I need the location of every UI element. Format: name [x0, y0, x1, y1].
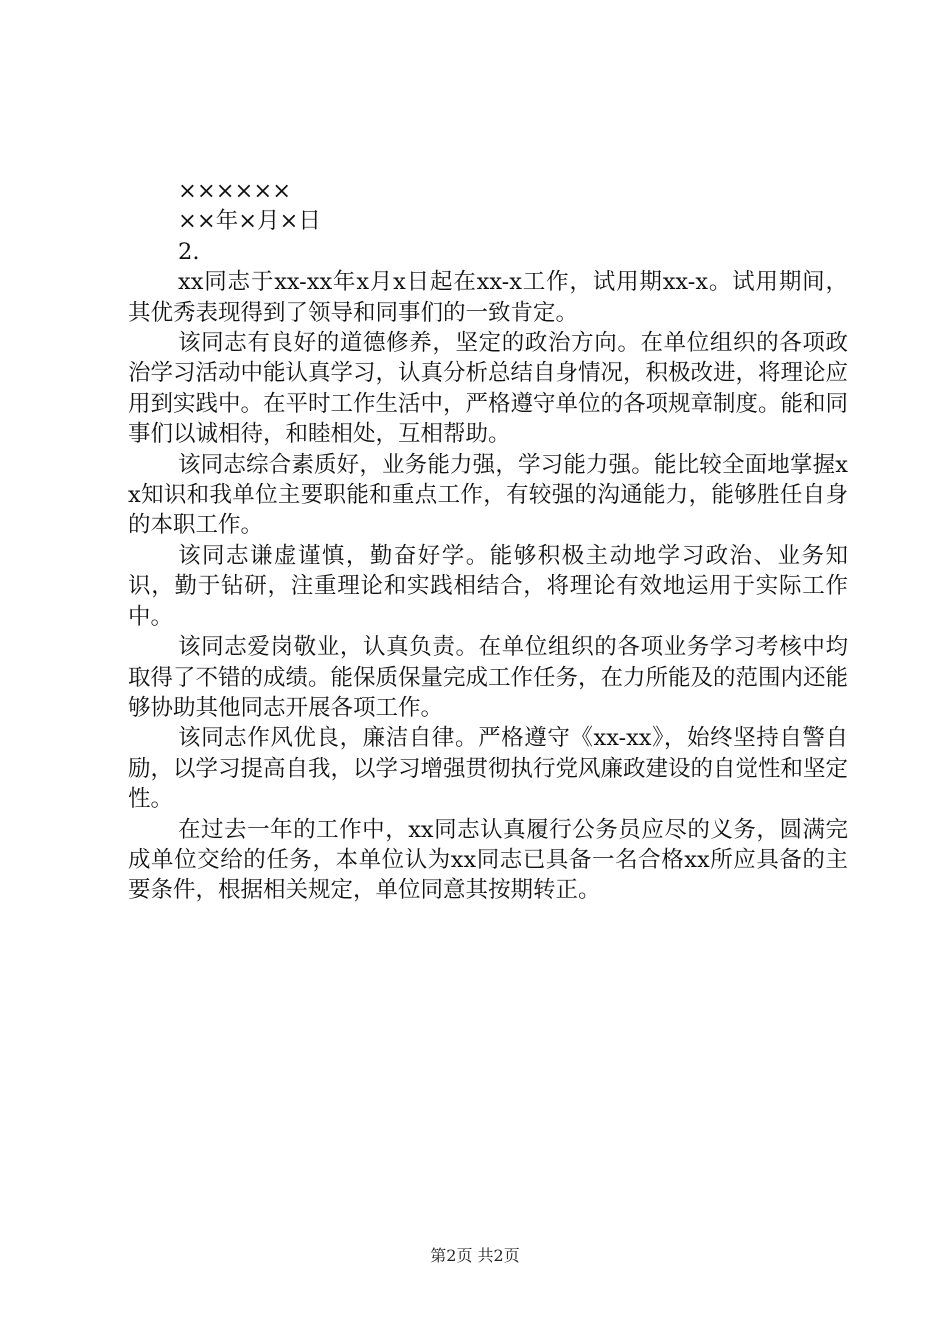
paragraph-4: 该同志谦虚谨慎，勤奋好学。能够积极主动地学习政治、业务知识，勤于钻研，注重理论和实践相结合，将理论有效地运用于实际工作中。	[128, 542, 848, 630]
page-footer	[0, 1246, 950, 1266]
paragraph-3: 该同志综合素质好，业务能力强，学习能力强。能比较全面地掌握xx知识和我单位主要职能和重点工作，有较强的沟通能力，能够胜任自身的本职工作。	[128, 451, 848, 539]
paragraph-2: 该同志有良好的道德修养，坚定的政治方向。在单位组织的各项政治学习活动中能认真学习，认真分析总结自身情况，积极改进，将理论应用到实践中。在平时工作生活中，严格遵守单位的各项规章制度。能和同事们以诚相待，和睦相处，互相帮助。	[128, 330, 849, 448]
paragraph-5: 该同志爱岗敬业，认真负责。在单位组织的各项业务学习考核中均取得了不错的成绩。能保质保量完成工作任务，在力所能及的范围内还能够协助其他同志开展各项工作。	[128, 634, 849, 721]
section-number: 2.	[178, 238, 200, 265]
paragraph-1: xx同志于xx-xx年x月x日起在xx-x工作，试用期xx-x。试用期间，其优秀表现得到了领导和同事们的一致肯定。	[128, 269, 848, 326]
paragraph-6: 该同志作风优良，廉洁自律。严格遵守《xx-xx》，始终坚持自警自励，以学习提高自我，以学习增强贯彻执行党风廉政建设的自觉性和坚定性。	[128, 725, 849, 813]
date-line: ××年×月×日	[178, 208, 321, 235]
paragraph-7: 在过去一年的工作中，xx同志认真履行公务员应尽的义务，圆满完成单位交给的任务，本单位认为xx同志已具备一名合格xx所应具备的主要条件，根据相关规定，单位同意其按期转正。	[128, 816, 848, 904]
page-number-label: 第2页 共2页	[430, 1246, 520, 1265]
signature-line: ××××××	[178, 178, 292, 204]
document-body	[128, 176, 848, 906]
